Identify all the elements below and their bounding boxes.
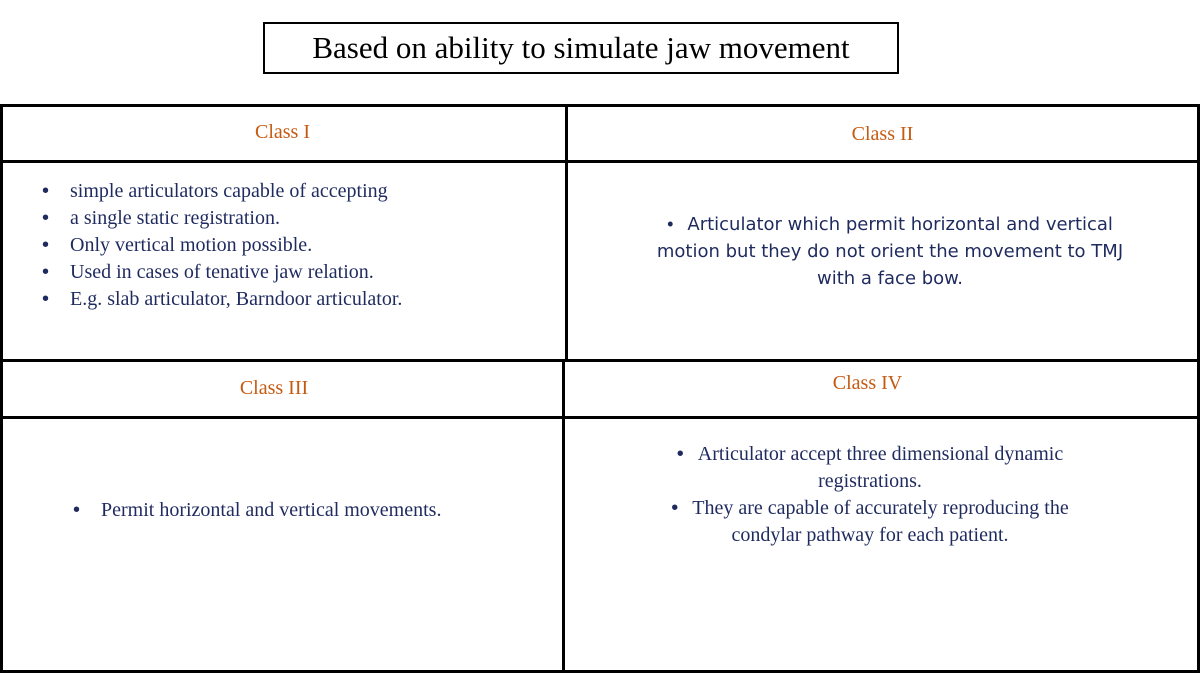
bullet-icon: •	[42, 234, 50, 256]
class-1-heading: Class I	[255, 121, 310, 143]
class-4-heading: Class IV	[832, 372, 903, 394]
bullet-icon: •	[42, 180, 50, 202]
class-2-item: Articulator which permit horizontal and vertical motion but they do not orient the movement to TMJ with a face bow.	[656, 214, 1124, 289]
bullet-icon: •	[42, 207, 50, 229]
table-divider-row3	[0, 416, 1200, 419]
list-item: • Articulator accept three dimensional dynamic registrations.	[676, 443, 1064, 492]
class-3-heading: Class III	[239, 377, 309, 399]
table-divider-middle	[0, 359, 1200, 362]
class-2-heading: Class II	[851, 123, 914, 145]
bullet-icon: •	[42, 261, 50, 283]
bullet-icon: •	[667, 214, 674, 234]
table-divider-vertical-bottom	[562, 359, 565, 673]
list-item: • simple articulators capable of accepting	[42, 178, 552, 205]
list-item: • Permit horizontal and vertical movements.	[73, 497, 553, 524]
table-border-bottom	[0, 670, 1200, 673]
class-3-list	[73, 497, 553, 524]
bullet-icon: •	[671, 497, 679, 519]
class-1-list	[42, 178, 552, 313]
class-4-text	[610, 441, 1130, 549]
list-item: • a single static registration.	[42, 205, 552, 232]
page-title: Based on ability to simulate jaw movement	[263, 22, 899, 74]
list-item: • Used in cases of tenative jaw relation.	[42, 259, 552, 286]
bullet-icon: •	[42, 288, 50, 310]
bullet-icon: •	[676, 443, 684, 465]
list-item: • Only vertical motion possible.	[42, 232, 552, 259]
table-border-top	[0, 104, 1200, 107]
list-item: • E.g. slab articulator, Barndoor articulator.	[42, 286, 552, 313]
bullet-icon: •	[73, 499, 81, 521]
table-divider-row1	[0, 160, 1200, 163]
class-2-text	[640, 211, 1140, 292]
list-item: • They are capable of accurately reproducing the condylar pathway for each patient.	[671, 497, 1069, 546]
